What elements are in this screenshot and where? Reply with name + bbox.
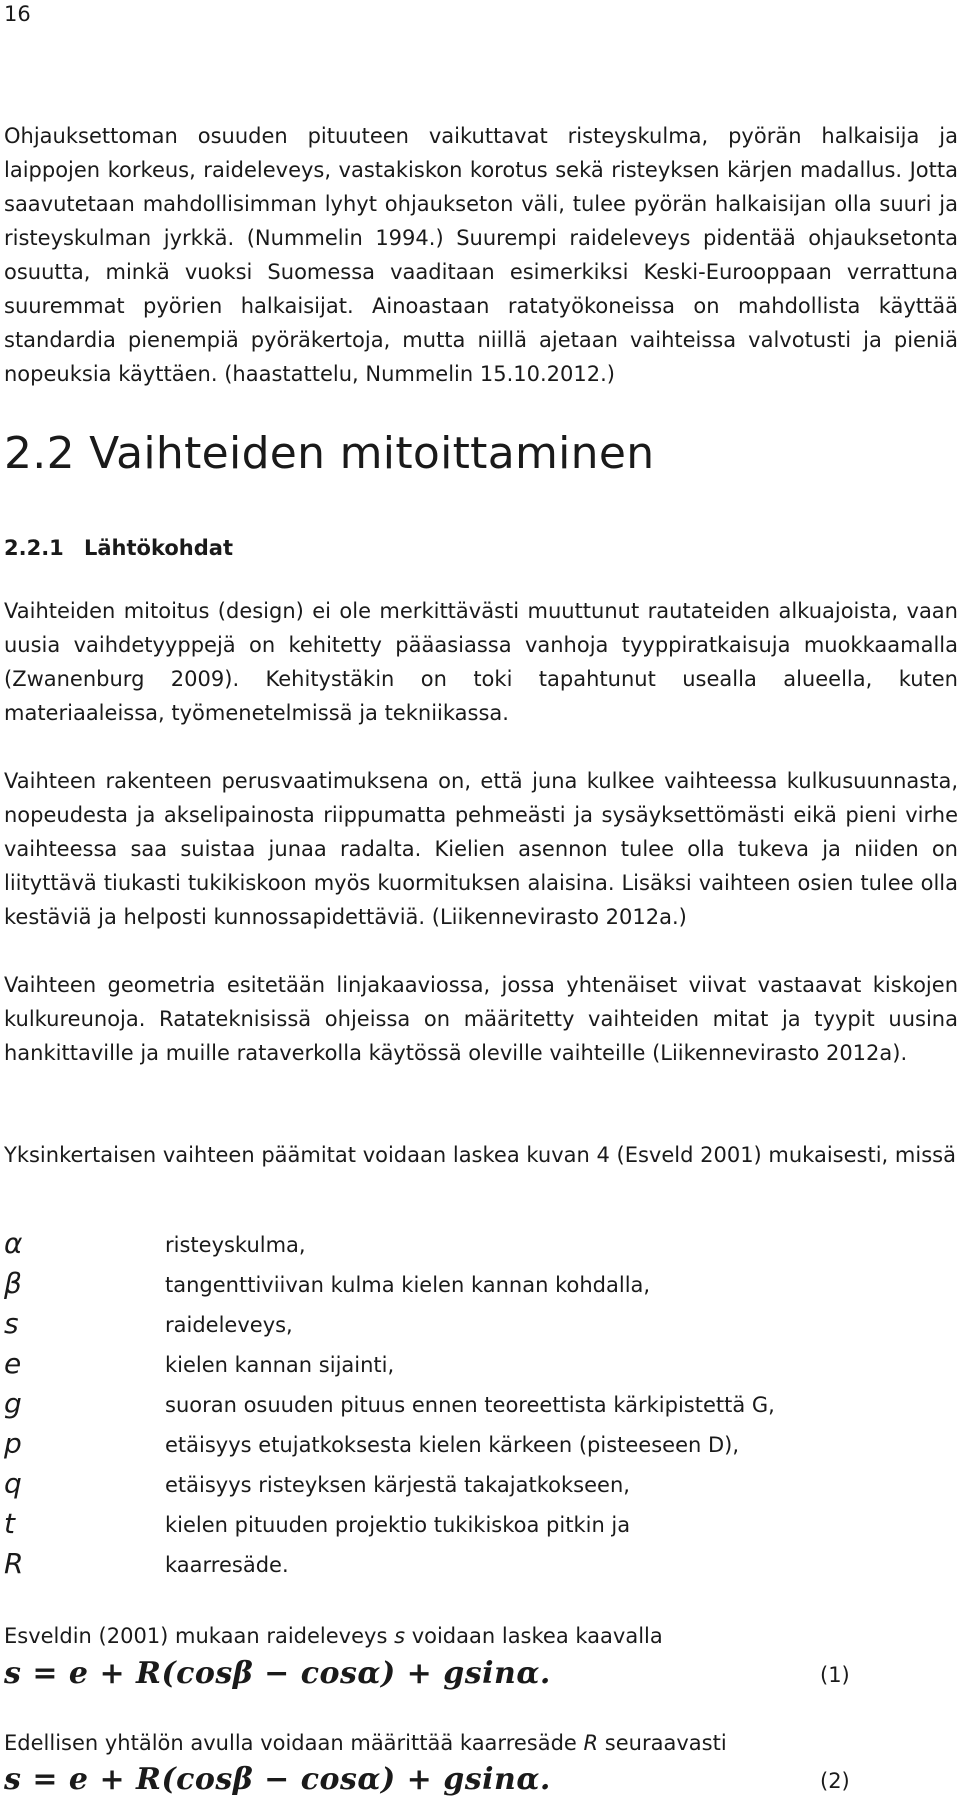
definition-row	[4, 1426, 958, 1466]
equation-2	[4, 1760, 958, 1804]
definition-row	[4, 1226, 958, 1266]
paragraph-steering-gap: Ohjauksettoman osuuden pituuteen vaikuttavat risteyskulma, pyörän halkaisija ja laippojen korkeus, raideleveys, vastakiskon korotus sekä risteyksen kärjen madallus. Jotta saavutetaan mahdollisimman lyhyt ohjaukseton väli, tulee pyörän halkaisijan olla suuri ja risteyskulman jyrkkä. (Nummelin 1994.) Suurempi raideleveys pidentää ohjauksetonta osuutta, minkä vuoksi Suomessa vaaditaan esimerkiksi Keski-Eurooppaan verrattuna suuremmat pyörien halkaisijat. Ainoastaan ratatyökoneissa on mahdollista käyttää standardia pienempiä pyöräkertoja, mutta niillä ajetaan vaihteissa valvotusti ja pieniä nopeuksia käyttäen. (haastattelu, Nummelin 15.10.2012.)	[4, 124, 958, 386]
intro-variable: s	[394, 1624, 406, 1648]
definition-text: raideleveys,	[165, 1313, 293, 1337]
equation-1	[4, 1654, 958, 1698]
definition-row	[4, 1386, 958, 1426]
definition-symbol: β	[4, 1267, 22, 1300]
definition-symbol: p	[4, 1427, 22, 1460]
definition-text: suoran osuuden pituus ennen teoreettista kärkipistettä G,	[165, 1393, 775, 1417]
equation-formula: s = e + R(cosβ − cosα) + gsinα.	[4, 1762, 551, 1797]
definition-text: tangenttiviivan kulma kielen kannan kohdalla,	[165, 1273, 651, 1297]
equation-1-intro	[4, 1621, 663, 1651]
definition-row	[4, 1306, 958, 1346]
paragraph-design-history: Vaihteiden mitoitus (design) ei ole merkittävästi muuttunut rautateiden alkuajoista, vaan uusia vaihdetyyppejä on kehitetty pääasiassa vanhoja tyyppiratkaisuja muokkaamalla (Zwanenburg 2009). Kehitystäkin on toki tapahtunut usealla alueella, kuten materiaaleissa, työmenetelmissä ja tekniikassa.	[4, 599, 958, 725]
definition-row	[4, 1546, 958, 1586]
paragraph-structural-requirements: Vaihteen rakenteen perusvaatimuksena on, että juna kulkee vaihteessa kulkusuunnasta, nopeudesta ja akselipainosta riippumatta pehmeästi ja sysäyksettömästi eikä pieni virhe vaihteessa saa suistaa junaa radalta. Kielien asennon tulee olla tukeva ja niiden on liityttävä tiukasti tukikiskoon myös kuormituksen alaisina. Lisäksi vaihteen osien tulee olla kestäviä ja helposti kunnossapidettäviä. (Liikennevirasto 2012a.)	[4, 769, 958, 929]
definition-text: kielen kannan sijainti,	[165, 1353, 395, 1377]
subsection-heading	[4, 536, 233, 560]
definition-row	[4, 1266, 958, 1306]
equation-number: (1)	[820, 1663, 850, 1687]
definition-row	[4, 1506, 958, 1546]
definition-text: kaarresäde.	[165, 1553, 289, 1577]
intro-text: Esveldin (2001) mukaan raideleveys	[4, 1624, 395, 1648]
section-heading: 2.2 Vaihteiden mitoittaminen	[4, 428, 655, 479]
definition-symbol: q	[4, 1467, 22, 1500]
equation-number: (2)	[820, 1769, 850, 1793]
subsection-title: Lähtökohdat	[84, 536, 233, 560]
definition-text: risteyskulma,	[165, 1233, 306, 1257]
definition-symbol: t	[4, 1507, 15, 1540]
definition-row	[4, 1346, 958, 1386]
definition-row	[4, 1466, 958, 1506]
intro-text: seuraavasti	[598, 1731, 727, 1755]
definition-text: etäisyys risteyksen kärjestä takajatkokseen,	[165, 1473, 630, 1497]
equation-2-intro	[4, 1728, 727, 1758]
paragraph-main-dimensions: Yksinkertaisen vaihteen päämitat voidaan laskea kuvan 4 (Esveld 2001) mukaisesti, missä	[4, 1143, 956, 1167]
intro-text: voidaan laskea kaavalla	[405, 1624, 663, 1648]
intro-text: Edellisen yhtälön avulla voidaan määrittää kaarresäde	[4, 1731, 584, 1755]
definition-text: etäisyys etujatkoksesta kielen kärkeen (pisteeseen D),	[165, 1433, 740, 1457]
equation-formula: s = e + R(cosβ − cosα) + gsinα.	[4, 1656, 551, 1691]
intro-variable: R	[583, 1731, 599, 1755]
subsection-number: 2.2.1	[4, 536, 64, 560]
definition-symbol: α	[4, 1227, 23, 1260]
symbol-definition-list	[4, 1226, 958, 1586]
paragraph-geometry: Vaihteen geometria esitetään linjakaaviossa, jossa yhtenäiset viivat vastaavat kiskojen kulkureunoja. Ratateknisissä ohjeissa on määritetty vaihteiden mitat ja tyypit uusina hankittaville ja muille rataverkolla käytössä oleville vaihteille (Liikennevirasto 2012a).	[4, 973, 958, 1065]
definition-symbol: g	[4, 1387, 22, 1420]
page-number: 16	[4, 2, 31, 26]
definition-symbol: e	[4, 1347, 22, 1380]
definition-symbol: R	[4, 1547, 24, 1580]
definition-symbol: s	[4, 1307, 19, 1340]
definition-text: kielen pituuden projektio tukikiskoa pitkin ja	[165, 1513, 631, 1537]
